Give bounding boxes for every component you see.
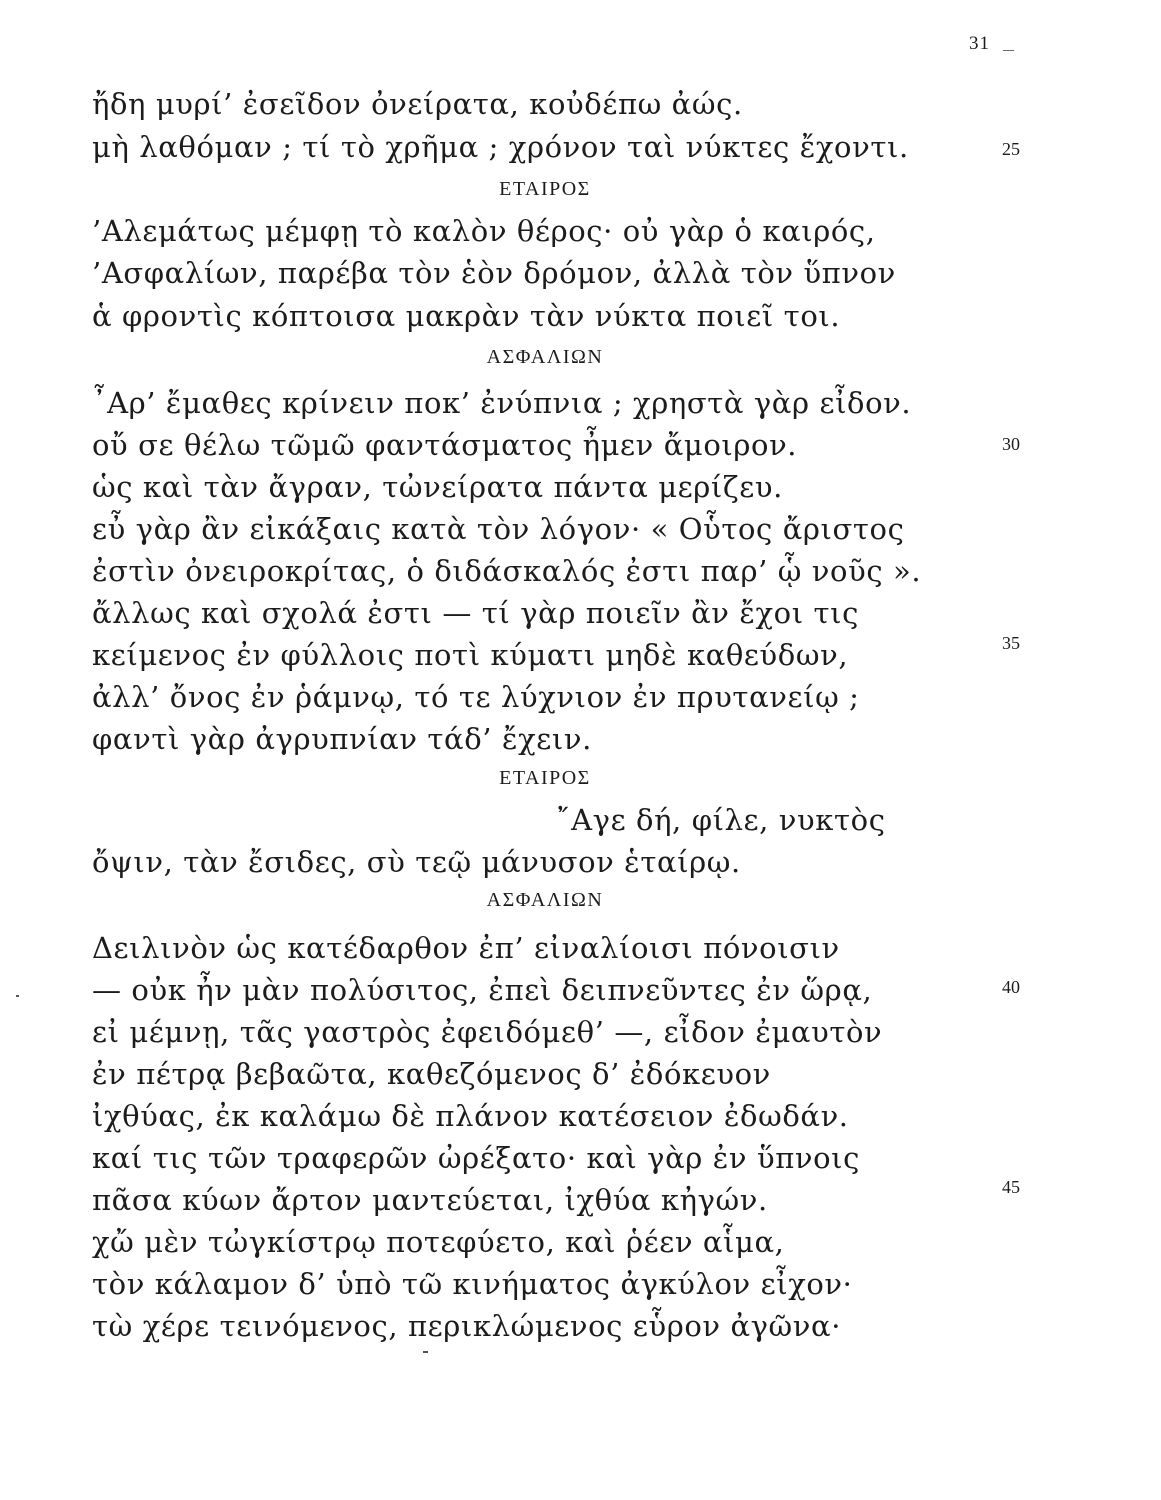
- verse-line: ἤδη μυρί’ ἐσεῖδον ὀνείρατα, κοὐδέπω ἀώς.: [92, 87, 743, 121]
- scan-speck: [16, 995, 19, 997]
- verse-line: εὖ γὰρ ἂν εἰκάξαις κατὰ τὸν λόγον· « Οὗτος ἄριστος: [92, 512, 905, 546]
- verse-line: Δειλινὸν ὡς κατέδαρθον ἐπ’ εἰναλίοισι πόνοισιν: [92, 931, 840, 965]
- verse-line: ῎Αγε δή, φίλε, νυκτὸς: [556, 803, 886, 837]
- verse-line: ἁ φροντὶς κόπτοισα μακρὰν τὰν νύκτα ποιεῖ τοι.: [92, 299, 841, 333]
- page-number: 31: [969, 33, 990, 54]
- page-number-mark: [1003, 50, 1014, 51]
- verse-line: ’Ασφαλίων, παρέβα τὸν ἑὸν δρόμον, ἀλλὰ τὸν ὕπνον: [92, 256, 896, 290]
- scan-speck: [423, 1351, 428, 1353]
- line-number: 25: [1002, 139, 1020, 159]
- line-number: 30: [1002, 434, 1020, 454]
- verse-line: ῏Αρ’ ἔμαθες κρίνειν ποκ’ ἐνύπνια ; χρηστὰ γὰρ εἶδον.: [92, 386, 912, 420]
- speaker-label: ΑΣΦΑΛΙΩΝ: [486, 889, 604, 911]
- verse-line: καί τις τῶν τραφερῶν ὠρέξατο· καὶ γὰρ ἐν ὕπνοις: [92, 1141, 860, 1175]
- verse-line: — οὐκ ἦν μὰν πολύσιτος, ἐπεὶ δειπνεῦντες ἐν ὥρᾳ,: [92, 973, 873, 1007]
- verse-line: ἀλλ’ ὄνος ἐν ῥάμνῳ, τό τε λύχνιον ἐν πρυτανείῳ ;: [92, 680, 860, 714]
- verse-line: ἄλλως καὶ σχολά ἐστι — τί γὰρ ποιεῖν ἂν ἔχοι τις: [92, 596, 859, 630]
- line-number: 40: [1002, 977, 1020, 997]
- speaker-label: ΕΤΑΙΡΟΣ: [499, 767, 591, 789]
- line-number: 45: [1002, 1177, 1020, 1197]
- verse-line: εἰ μέμνῃ, τᾶς γαστρὸς ἐφειδόμεθ’ —, εἶδον ἐμαυτὸν: [92, 1015, 883, 1049]
- verse-line: οὔ σε θέλω τῶμῶ φαντάσματος ἦμεν ἄμοιρον.: [92, 428, 798, 462]
- verse-line: τὼ χέρε τεινόμενος, περικλώμενος εὗρον ἀγῶνα·: [92, 1309, 842, 1343]
- verse-line: χὤ μὲν τὠγκίστρῳ ποτεφύετο, καὶ ῥέεν αἷμα,: [92, 1225, 785, 1259]
- line-number: 35: [1002, 633, 1020, 653]
- verse-line: ἰχθύας, ἐκ καλάμω δὲ πλάνον κατέσειον ἐδωδάν.: [92, 1099, 849, 1133]
- verse-line: ’Αλεμάτως μέμφῃ τὸ καλὸν θέρος· οὐ γὰρ ὁ καιρός,: [92, 214, 876, 248]
- verse-line: ὡς καὶ τὰν ἄγραν, τὠνείρατα πάντα μερίζευ.: [92, 470, 783, 504]
- verse-line: φαντὶ γὰρ ἀγρυπνίαν τάδ’ ἔχειν.: [92, 722, 592, 756]
- verse-line: ἐν πέτρᾳ βεβαῶτα, καθεζόμενος δ’ ἐδόκευον: [92, 1057, 771, 1091]
- verse-line: κείμενος ἐν φύλλοις ποτὶ κύματι μηδὲ καθεύδων,: [92, 638, 849, 672]
- verse-line: τὸν κάλαμον δ’ ὑπὸ τῶ κινήματος ἀγκύλον εἶχον·: [92, 1267, 853, 1301]
- verse-line: ὄψιν, τὰν ἔσιδες, σὺ τεῷ μάνυσον ἑταίρῳ.: [92, 845, 741, 879]
- verse-line: πᾶσα κύων ἄρτον μαντεύεται, ἰχθύα κἠγών.: [92, 1183, 768, 1217]
- speaker-label: ΑΣΦΑΛΙΩΝ: [486, 346, 604, 368]
- speaker-label: ΕΤΑΙΡΟΣ: [499, 178, 591, 200]
- verse-line: ἐστὶν ὀνειροκρίτας, ὁ διδάσκαλός ἐστι παρ’ ᾧ νοῦς ».: [92, 554, 922, 588]
- verse-line: μὴ λαθόμαν ; τί τὸ χρῆμα ; χρόνον ταὶ νύκτες ἔχοντι.: [92, 130, 909, 164]
